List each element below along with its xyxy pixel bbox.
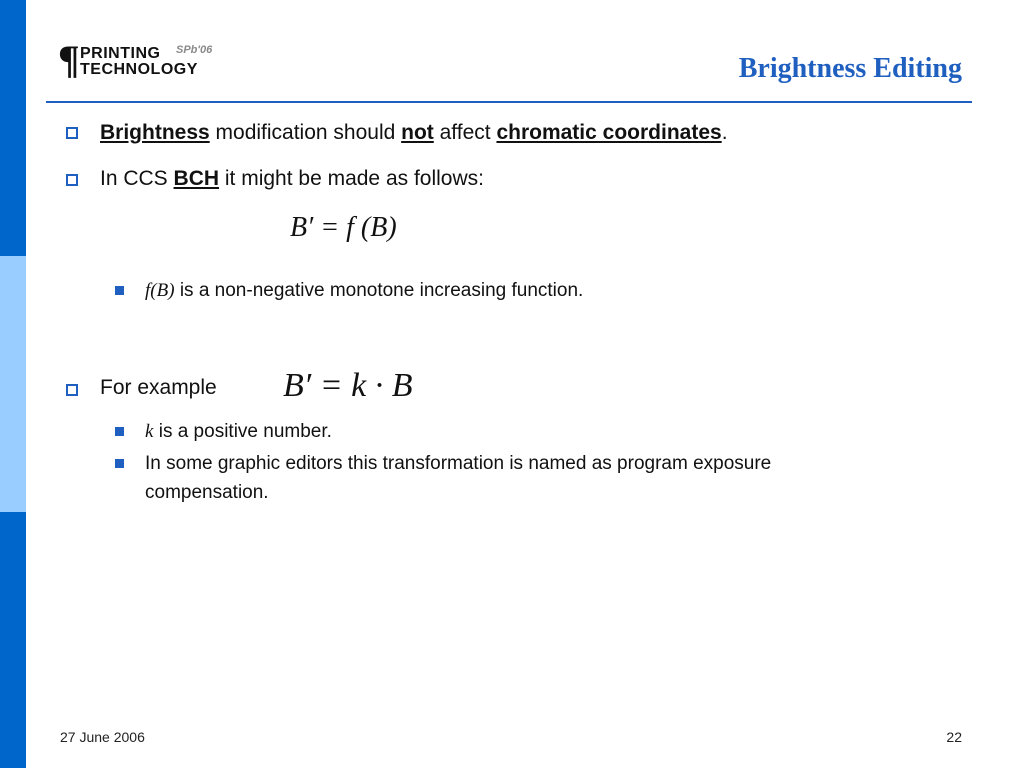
hollow-square-bullet-icon [66,127,78,139]
b1-text3: . [721,121,728,144]
page-number: 22 [946,729,962,745]
slide-title: Brightness Editing [738,53,962,84]
b2-text2: it might be made as follows: [219,167,484,190]
logo-line1: PRINTING [80,45,161,62]
logo-tag: SPb'06 [176,44,213,56]
printing-technology-logo [58,37,228,82]
term-chromatic-coordinates: chromatic coordinates [496,121,722,144]
subbullet-fb-description [145,276,583,305]
term-brightness: Brightness [100,121,210,144]
b2-text1: In CCS [100,167,174,190]
math-fb: f(B) [145,280,175,301]
term-not: not [401,121,434,144]
term-bch: BCH [173,167,220,190]
b1-text2: affect [433,121,497,144]
sidebar-band-bottom [0,512,26,768]
bullet-brightness-modification [100,121,728,145]
logo-pilcrow: ¶ [58,37,80,82]
bullet-ccs-bch [100,167,484,191]
bullet-for-example: For example [100,376,217,399]
b1-text1: modification should [209,121,402,144]
sidebar-band-middle [0,256,26,512]
hollow-square-bullet-icon [66,174,78,186]
hollow-square-bullet-icon [66,384,78,396]
equation-b-prime-k-b: B′ = k · B [283,367,413,404]
sub2-text: is a positive number. [153,421,332,442]
logo-line2: TECHNOLOGY [80,61,198,78]
subbullet-exposure-compensation [145,449,771,507]
footer-date: 27 June 2006 [60,729,145,745]
sidebar-band-top [0,0,26,256]
sub3-line2: compensation. [145,482,269,503]
sub1-text: is a non-negative monotone increasing function. [174,280,584,301]
subbullet-k-description [145,417,332,446]
sub3-line1: In some graphic editors this transformation is named as program exposure [145,453,772,474]
filled-square-bullet-icon [115,427,124,436]
equation-b-prime-f-b: B′ = f (B) [290,212,397,243]
title-divider [46,101,972,103]
math-k: k [145,421,154,442]
filled-square-bullet-icon [115,459,124,468]
filled-square-bullet-icon [115,286,124,295]
